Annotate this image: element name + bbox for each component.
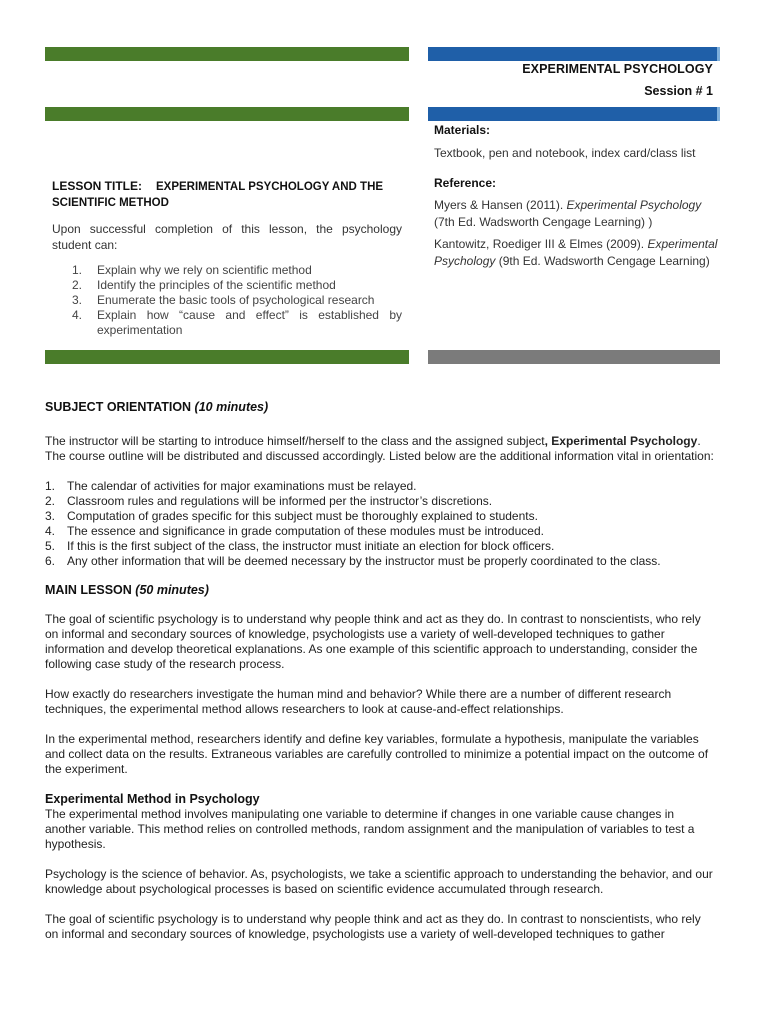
objective-item [52,263,402,278]
objective-item [52,308,402,338]
bottom-right-gray-bar [428,350,720,364]
item-text: The calendar of activities for major examinations must be relayed. [67,479,417,493]
orientation-item [45,509,717,524]
lesson-box [52,178,402,338]
mid-left-green-bar [45,107,409,121]
top-left-green-bar [45,47,409,61]
objective-number: 2. [72,278,83,292]
item-number: 1. [45,479,56,493]
main-lesson-heading [45,583,717,598]
orientation-paragraph [45,434,717,464]
orientation-duration: (10 minutes) [194,400,269,414]
item-number: 4. [45,524,56,538]
item-number: 3. [45,509,56,523]
item-text: Classroom rules and regulations will be informed per the instructor’s discretions. [67,494,493,508]
lesson-title-line2: SCIENTIFIC METHOD [52,197,169,209]
main-paragraph-5: Psychology is the science of behavior. As, psychologists, we take a scientific approach to understanding the behavior, and our knowledge about psychological processes is based on scientific evidence accumulated through research. [45,867,713,896]
bottom-left-green-bar [45,350,409,364]
lesson-title [52,178,402,211]
main-paragraph-4: The experimental method involves manipulating one variable to determine if changes in one variable cause changes in another variable. This method relies on controlled methods, random assignment and the manipulation of variables to test a hypothesis. [45,807,695,851]
item-text: The essence and significance in grade computation of these modules must be introduced. [67,524,544,538]
orientation-item [45,554,717,569]
main-lesson-heading-text: MAIN LESSON [45,583,136,597]
orientation-item [45,524,717,539]
resources-box [434,122,719,270]
objective-text: Enumerate the basic tools of psychological research [97,293,375,307]
objectives-list [52,263,402,338]
materials-text: Textbook, pen and notebook, index card/class list [434,146,696,160]
objective-item [52,293,402,308]
main-paragraph-3: In the experimental method, researchers identify and define key variables, formulate a hypothesis, manipulate the variables and collect data on the results. Extraneous variables are carefully controlled to minimize a potential impact on the outcome of the experiment. [45,732,709,776]
mid-right-blue-bar [428,107,720,121]
main-lesson-duration: (50 minutes) [135,583,209,597]
session-number: Session # 1 [644,84,713,98]
objective-text: Explain how “cause and effect” is established by experimentation [97,308,402,337]
objective-text: Identify the principles of the scientific method [97,278,336,292]
main-paragraph-1: The goal of scientific psychology is to understand why people think and act as they do. In contrast to nonscientists, who rely on informal and secondary sources of knowledge, psychologists use a variety of well-developed techniques to gather information and develop theoretical explanations. As one example of this scientific approach to understanding, consider the following case study of the research process. [45,612,701,671]
reference-label: Reference: [434,176,497,190]
orientation-item [45,539,717,554]
reference-2-title: Experimental Psychology [434,237,718,268]
course-title: EXPERIMENTAL PSYCHOLOGY [522,62,713,76]
top-right-blue-bar [428,47,720,61]
orientation-heading [45,400,717,415]
experimental-method-heading: Experimental Method in Psychology [45,792,260,806]
reference-1 [434,197,719,231]
item-text: If this is the first subject of the class, the instructor must initiate an election for block officers. [67,539,555,553]
orientation-list [45,479,717,569]
orientation-para-bold: , Experimental Psychology [544,434,698,448]
objective-number: 1. [72,263,83,277]
orientation-para-a: The instructor will be starting to introduce himself/herself to the class and the assigned subject [45,434,545,448]
reference-2-edition: (9th Ed. Wadsworth Cengage Learning) [495,254,710,268]
main-content [45,400,717,942]
reference-2-authors: Kantowitz, Roediger III & Elmes (2009). [434,237,648,251]
lesson-title-line1: EXPERIMENTAL PSYCHOLOGY AND THE [156,181,384,193]
objective-text: Explain why we rely on scientific method [97,263,312,277]
reference-1-authors: Myers & Hansen (2011). [434,198,567,212]
reference-2 [434,236,719,270]
reference-1-title: Experimental Psychology [566,198,702,212]
main-paragraph-2: How exactly do researchers investigate the human mind and behavior? While there are a number of different research techniques, the experimental method allows researchers to look at cause-and-effect relationships. [45,687,672,716]
main-paragraph-6: The goal of scientific psychology is to understand why people think and act as they do. In contrast to nonscientists, who rely on informal and secondary sources of knowledge, psychologists use a variety of well-developed techniques to gather [45,912,701,941]
orientation-item [45,479,717,494]
orientation-para-b: . The course outline will be distributed and discussed accordingly. Listed below are the additional information vital in orientation: [45,434,714,463]
item-number: 6. [45,554,56,568]
item-text: Computation of grades specific for this subject must be thoroughly explained to students. [67,509,538,523]
objective-number: 4. [72,308,83,322]
orientation-item [45,494,717,509]
objective-number: 3. [72,293,83,307]
lesson-title-label: LESSON TITLE: [52,179,142,193]
item-number: 2. [45,494,56,508]
orientation-heading-text: SUBJECT ORIENTATION [45,400,195,414]
objective-item [52,278,402,293]
item-number: 5. [45,539,56,553]
lesson-intro: Upon successful completion of this lesson, the psychology student can: [52,222,402,252]
materials-label: Materials: [434,123,491,137]
reference-1-edition: (7th Ed. Wadsworth Cengage Learning) ) [434,215,653,229]
item-text: Any other information that will be deemed necessary by the instructor must be properly coordinated to the class. [67,554,661,568]
